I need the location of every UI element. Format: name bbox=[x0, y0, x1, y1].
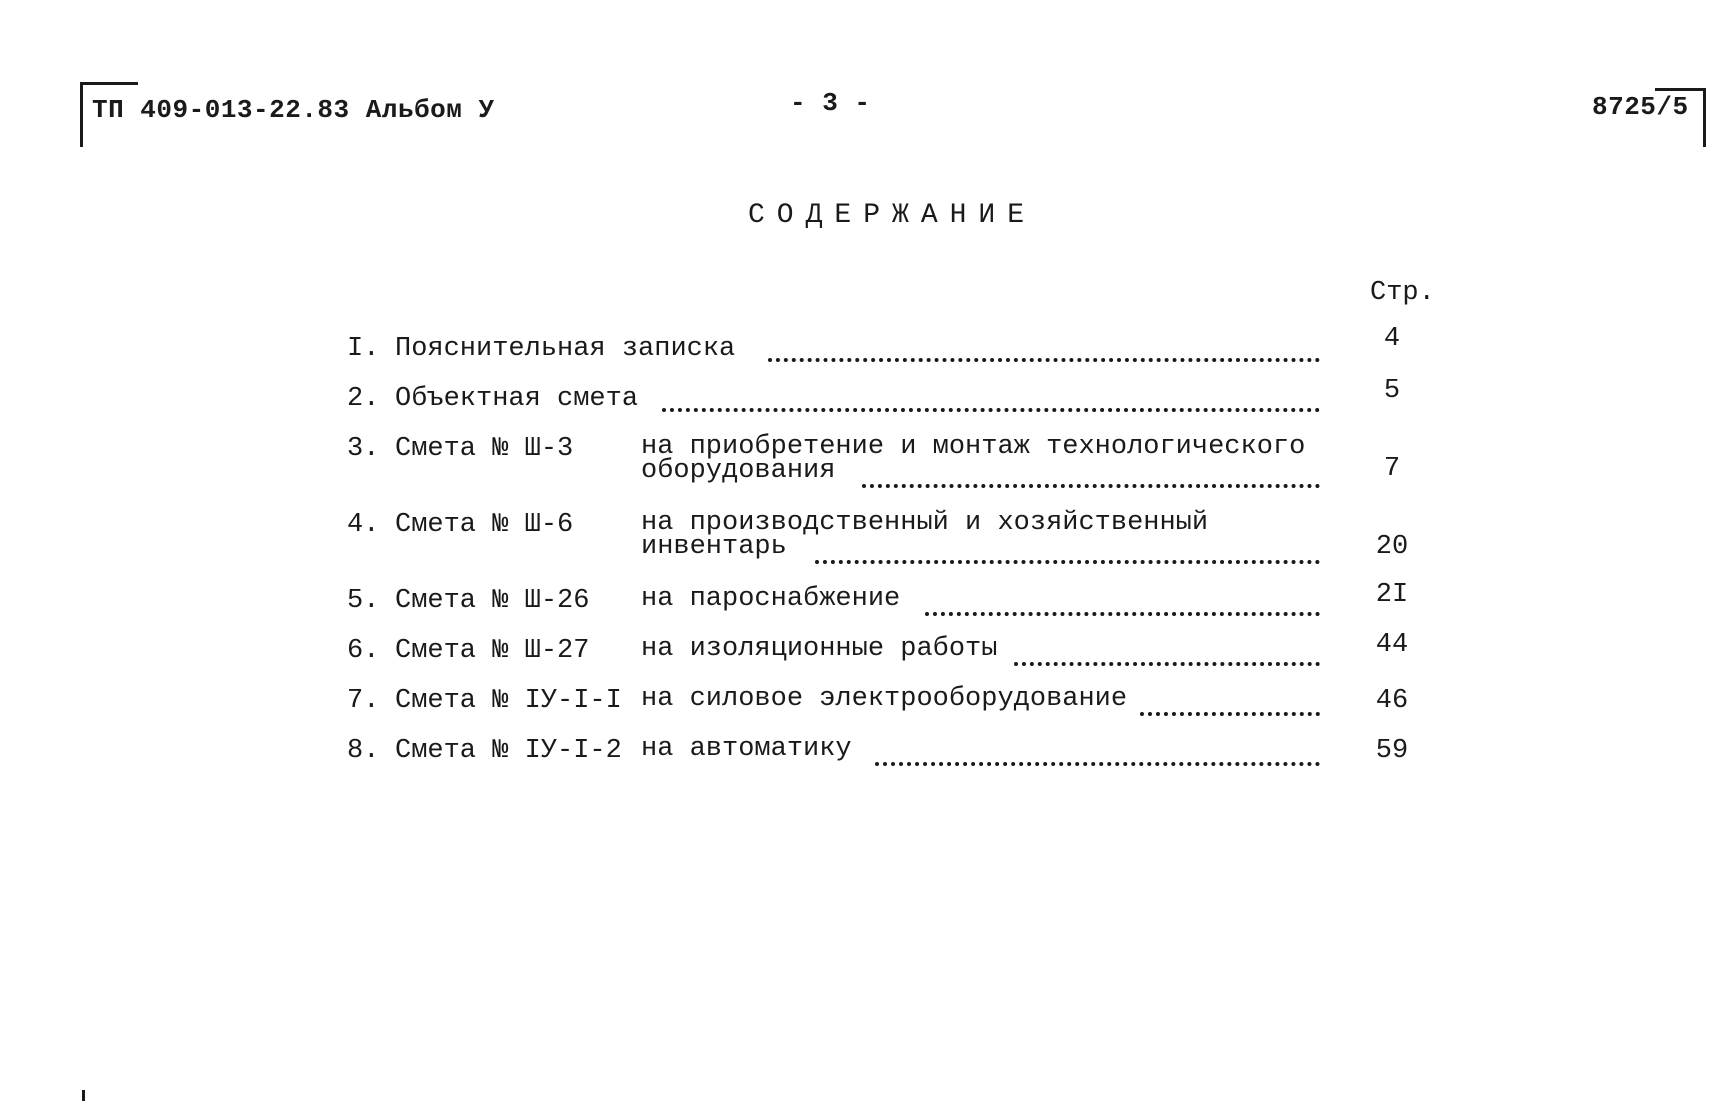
entry-number: 6. bbox=[347, 636, 380, 666]
entry-number: 5. bbox=[347, 586, 380, 616]
entry-description-line2: оборудования bbox=[641, 456, 836, 486]
entry-page: 2I bbox=[1375, 580, 1409, 610]
dot-leader bbox=[768, 352, 1320, 362]
dot-leader bbox=[662, 402, 1320, 412]
page-number: - 3 - bbox=[790, 88, 871, 118]
entry-page: 59 bbox=[1375, 736, 1409, 766]
entry-title: Смета № Ш-27 bbox=[395, 636, 590, 666]
entry-description-line1: на производственный и хозяйственный bbox=[641, 508, 1209, 538]
entry-page: 44 bbox=[1375, 630, 1409, 660]
entry-page: 5 bbox=[1383, 376, 1401, 406]
entry-number: 4. bbox=[347, 510, 380, 540]
entry-title: Смета № Ш-3 bbox=[395, 434, 574, 464]
entry-description-line1: на приобретение и монтаж технологического bbox=[641, 432, 1306, 462]
scan-mark bbox=[82, 1090, 85, 1101]
entry-title: Смета № IУ-I-2 bbox=[395, 736, 622, 766]
entry-description-line1: на силовое электрооборудование bbox=[641, 684, 1128, 714]
dot-leader bbox=[925, 606, 1320, 616]
entry-page: 7 bbox=[1383, 454, 1401, 484]
dot-leader bbox=[875, 756, 1320, 766]
page-column-header: Стр. bbox=[1370, 278, 1435, 308]
dot-leader bbox=[1014, 656, 1320, 666]
entry-number: 2. bbox=[347, 384, 380, 414]
entry-description-line1: на пароснабжение bbox=[641, 584, 901, 614]
entry-page: 20 bbox=[1375, 532, 1409, 562]
dot-leader bbox=[815, 554, 1320, 564]
entry-title: Смета № Ш-26 bbox=[395, 586, 590, 616]
document-code: ТП 409-013-22.83 Альбом У bbox=[92, 95, 495, 125]
entry-page: 46 bbox=[1375, 686, 1409, 716]
entry-description-line2: инвентарь bbox=[641, 532, 787, 562]
entry-number: 8. bbox=[347, 736, 380, 766]
entry-title: Объектная смета bbox=[395, 384, 639, 414]
entry-title: Смета № Ш-6 bbox=[395, 510, 574, 540]
dot-leader bbox=[1140, 706, 1320, 716]
page-title: СОДЕРЖАНИЕ bbox=[748, 200, 1037, 231]
entry-description-line1: на изоляционные работы bbox=[641, 634, 998, 664]
entry-title: Пояснительная записка bbox=[395, 334, 736, 364]
sheet-number: 8725/5 bbox=[1592, 92, 1689, 122]
dot-leader bbox=[862, 478, 1320, 488]
entry-number: 3. bbox=[347, 434, 380, 464]
entry-number: 7. bbox=[347, 686, 380, 716]
entry-number: I. bbox=[347, 334, 380, 364]
entry-page: 4 bbox=[1383, 324, 1401, 354]
entry-title: Смета № IУ-I-I bbox=[395, 686, 622, 716]
entry-description-line1: на автоматику bbox=[641, 734, 852, 764]
